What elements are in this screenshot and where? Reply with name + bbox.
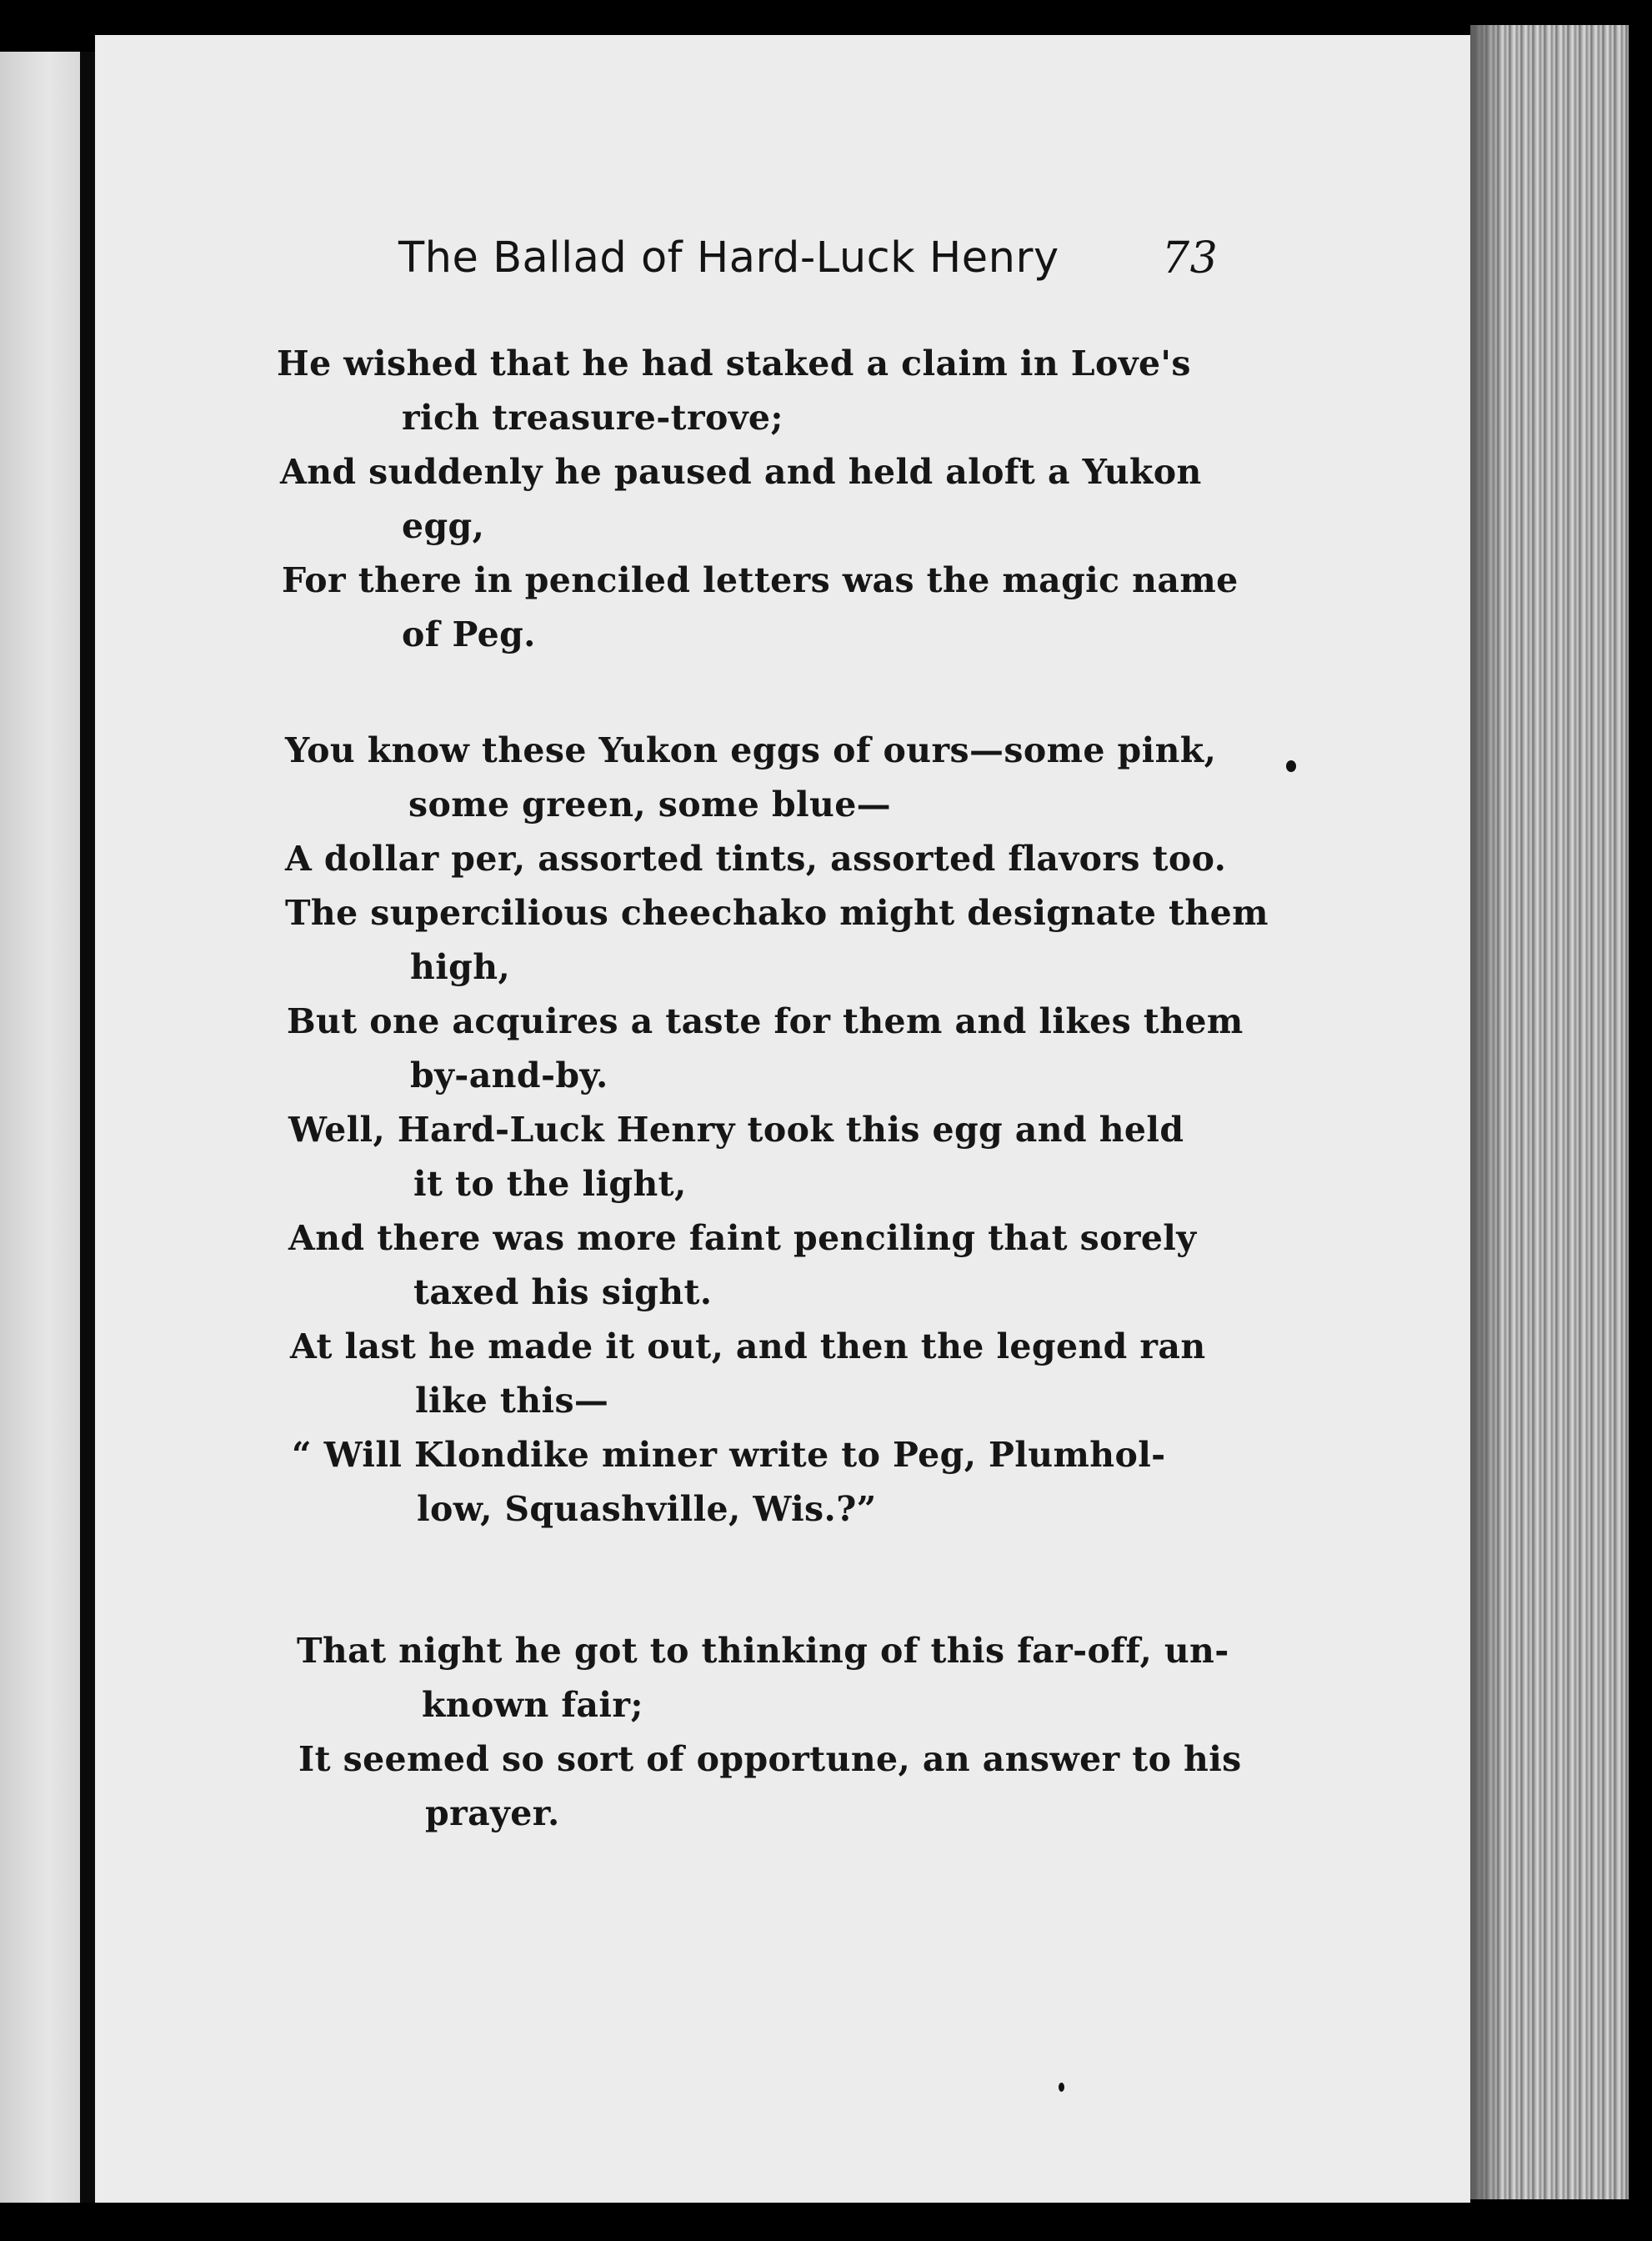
- verse-line: And suddenly he paused and held aloft a Yukon: [280, 452, 1202, 492]
- verse-line: by-and-by.: [410, 1055, 608, 1095]
- verse-line: A dollar per, assorted tints, assorted flavors too.: [285, 839, 1227, 879]
- verse-line: like this—: [415, 1381, 609, 1421]
- scan-speck: [1286, 760, 1296, 772]
- book-gutter: [80, 52, 95, 2203]
- verse-line: known fair;: [422, 1685, 643, 1725]
- verse-line: You know these Yukon eggs of ours—some pink,: [285, 730, 1217, 770]
- verse-line: He wished that he had staked a claim in Love's: [277, 343, 1191, 384]
- page-block-shadow: [1470, 25, 1504, 2199]
- verse-line: It seemed so sort of opportune, an answer to his: [298, 1739, 1242, 1779]
- verse-line: egg,: [402, 506, 485, 546]
- verse-line: For there in penciled letters was the magic name: [282, 560, 1239, 600]
- verse-line: rich treasure-trove;: [402, 398, 783, 438]
- running-head: [398, 233, 1232, 300]
- verse-line: That night he got to thinking of this far-off, un-: [297, 1631, 1229, 1671]
- verse-line: low, Squashville, Wis.?”: [417, 1489, 877, 1529]
- scan-speck: [1059, 2083, 1064, 2092]
- verse-line: prayer.: [425, 1793, 560, 1833]
- verse-line: taxed his sight.: [413, 1272, 713, 1312]
- verse-line: And there was more faint penciling that sorely: [288, 1218, 1197, 1258]
- verse-line: some green, some blue—: [408, 785, 892, 825]
- facing-page-edge: [0, 52, 80, 2203]
- verse-line: high,: [410, 947, 511, 987]
- verse-line: The supercilious cheechako might designate them: [285, 893, 1269, 933]
- verse-line: of Peg.: [402, 614, 536, 654]
- verse-line: it to the light,: [413, 1164, 687, 1204]
- verse-line: But one acquires a taste for them and likes them: [287, 1001, 1244, 1041]
- page-number: 73: [1162, 233, 1219, 283]
- verse-line: “ Will Klondike miner write to Peg, Plumhol-: [292, 1435, 1166, 1475]
- running-head-title: The Ballad of Hard-Luck Henry: [398, 233, 1059, 283]
- verse-line: Well, Hard-Luck Henry took this egg and held: [288, 1110, 1184, 1150]
- verse-line: At last he made it out, and then the legend ran: [290, 1326, 1206, 1366]
